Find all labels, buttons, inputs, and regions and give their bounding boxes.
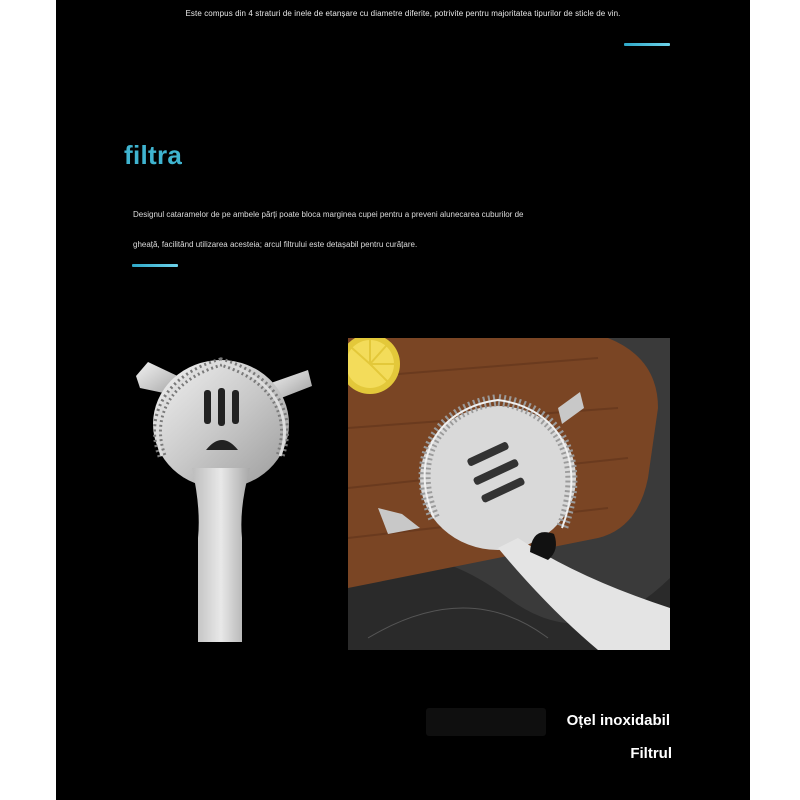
accent-bar-section (132, 264, 178, 267)
strainer-photo (126, 338, 326, 648)
caption-product: Filtrul (630, 745, 672, 762)
accent-bar-top (624, 43, 670, 46)
caption-shadow (426, 708, 546, 736)
description-line-1: Designul cataramelor de pe ambele părți poate bloca marginea cupei pentru a preveni alunecarea cuburilor de (133, 210, 524, 219)
intro-text: Este compus din 4 straturi de inele de etanșare cu diametre diferite, potrivite pentru majoritatea tipurilor de sticle de vin. (185, 9, 621, 18)
section-heading: filtra (124, 140, 183, 170)
caption-material: Oțel inoxidabil (566, 712, 670, 729)
description-line-2: gheață, facilitând utilizarea acesteia; arcul filtrului este detașabil pentru curățare. (133, 240, 418, 249)
strainer-lifestyle-photo (348, 338, 670, 650)
section-description (133, 200, 633, 260)
product-panel (56, 0, 750, 800)
